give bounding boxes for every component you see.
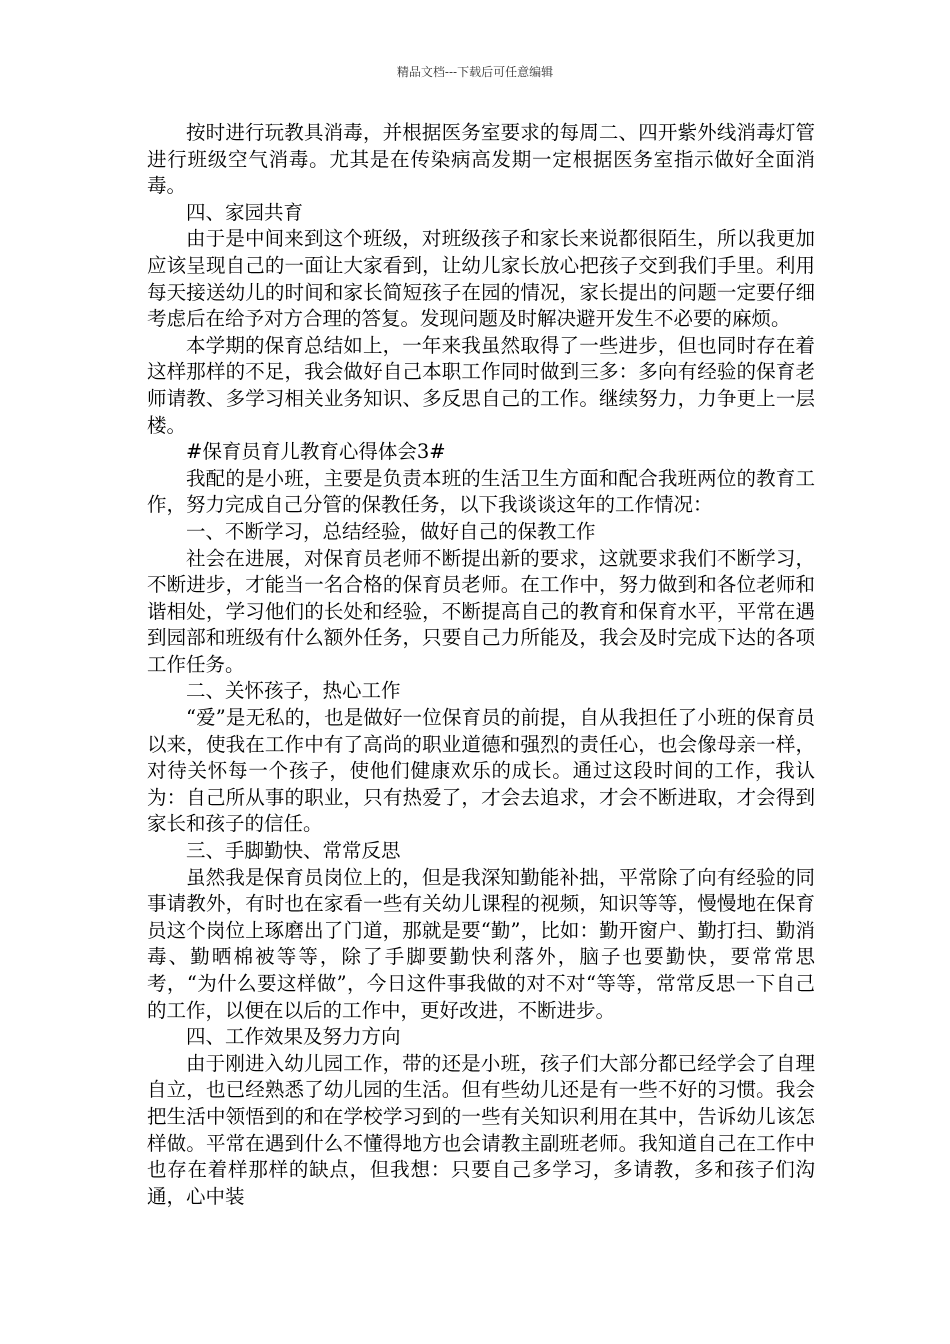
paragraph: 社会在进展，对保育员老师不断提出新的要求，这就要求我们不断学习，不断进步，才能当一名合格的保育员老师。在工作中，努力做到和各位老师和谐相处，学习他们的长处和经验，不断提高自己的教育和保育水平，平常在遇到园部和班级有什么额外任务，只要自己力所能及，我会及时完成下达的各项工作任务。: [147, 546, 815, 676]
paragraph: 虽然我是保育员岗位上的，但是我深知勤能补拙，平常除了向有经验的同事请教外，有时也在家看一些有关幼儿课程的视频，知识等等，慢慢地在保育员这个岗位上琢磨出了门道，那就是要“勤”，比如：勤开窗户、勤打扫、勤消毒、勤晒棉被等等，除了手脚要勤快利落外，脑子也要勤快，要常常思考，“为什么要这样做”，今日这件事我做的对不对“等等，常常反思一下自己的工作，以便在以后的工作中，更好改进，不断进步。: [147, 865, 815, 1022]
paragraph: 由于刚进入幼儿园工作，带的还是小班，孩子们大部分都已经学会了自理自立，也已经熟悉了幼儿园的生活。但有些幼儿还是有一些不好的习惯。我会把生活中领悟到的和在学校学习到的一些有关知识利用在其中，告诉幼儿该怎样做。平常在遇到什么不懂得地方也会请教主副班老师。我知道自己在工作中也存在着样那样的缺点，但我想：只要自己多学习，多请教，多和孩子们沟通，心中装: [147, 1051, 815, 1208]
section-heading: 四、家园共育: [186, 200, 304, 224]
paragraph: 本学期的保育总结如上，一年来我虽然取得了一些进步，但也同时存在着这样那样的不足，我会做好自己本职工作同时做到三多：多向有经验的保育老师请教、多学习相关业务知识、多反思自己的工作。继续努力，力争更上一层楼。: [147, 333, 815, 437]
paragraph: 我配的是小班，主要是负责本班的生活卫生方面和配合我班两位的教育工作，努力完成自己分管的保教任务，以下我谈谈这年的工作情况：: [147, 466, 815, 517]
document-body: [147, 120, 815, 1210]
section-heading: 三、手脚勤快、常常反思: [186, 839, 401, 863]
paragraph: 按时进行玩教具消毒，并根据医务室要求的每周二、四开紫外线消毒灯管进行班级空气消毒。尤其是在传染病高发期一定根据医务室指示做好全面消毒。: [147, 121, 815, 198]
section-heading: 一、不断学习，总结经验，做好自己的保教工作: [186, 519, 596, 543]
paragraph: “爱”是无私的，也是做好一位保育员的前提，自从我担任了小班的保育员以来，使我在工作中有了高尚的职业道德和强烈的责任心，也会像母亲一样，对待关怀每一个孩子，使他们健康欢乐的成长。通过这段时间的工作，我认为：自己所从事的职业，只有热爱了，才会去追求，才会不断进取，才会得到家长和孩子的信任。: [147, 706, 815, 836]
section-heading: 二、关怀孩子，热心工作: [186, 679, 401, 703]
page-header: 精品文档---下载后可任意编辑: [396, 65, 554, 79]
paragraph: 由于是中间来到这个班级，对班级孩子和家长来说都很陌生，所以我更加应该呈现自己的一面让大家看到，让幼儿家长放心把孩子交到我们手里。利用每天接送幼儿的时间和家长简短孩子在园的情况，家长提出的问题一定要仔细考虑后在给予对方合理的答复。发现问题及时解决避开发生不必要的麻烦。: [147, 227, 815, 331]
section-title: #保育员育儿教育心得体会3#: [186, 440, 446, 464]
section-heading: 四、工作效果及努力方向: [186, 1025, 401, 1049]
